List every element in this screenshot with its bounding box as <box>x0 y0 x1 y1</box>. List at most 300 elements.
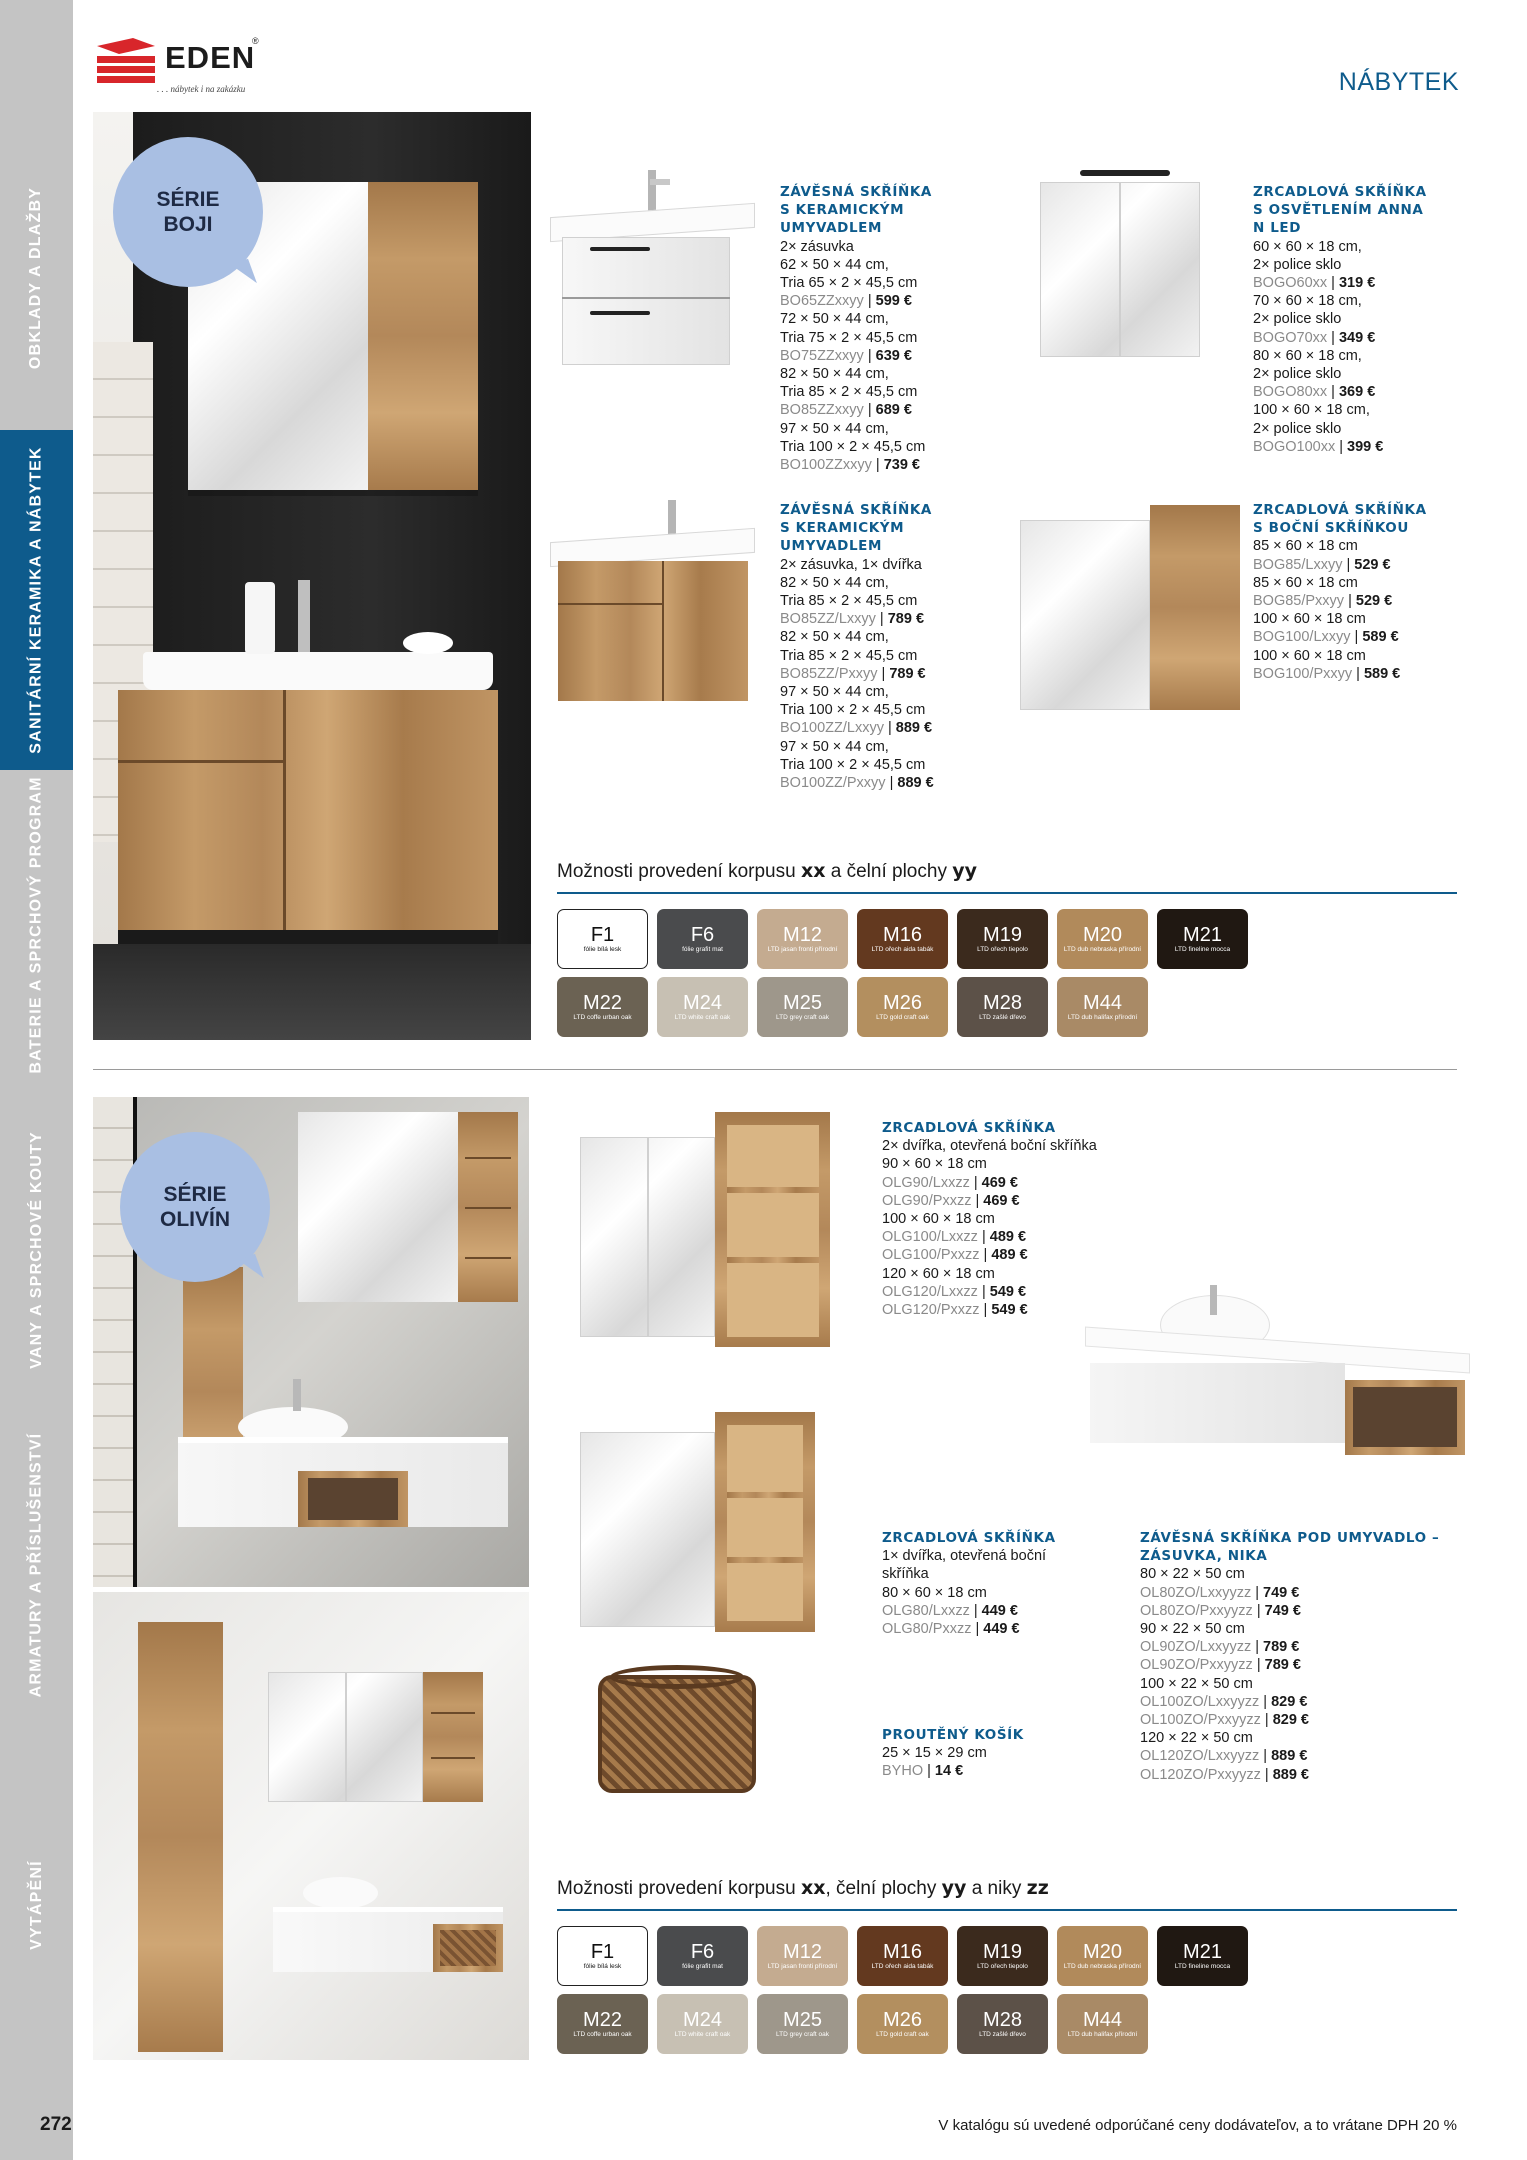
product-code-line <box>780 610 934 628</box>
product-price: 589 € <box>1363 665 1401 682</box>
finish-name: LTD ořech aida tabák <box>871 946 934 953</box>
product-code: BO75ZZxxyy <box>780 347 864 364</box>
separator: | <box>871 457 884 474</box>
product-code-line <box>1253 592 1427 610</box>
product-code: BO100ZZxxyy <box>780 457 872 474</box>
finish-swatch-m25 <box>757 1994 848 2054</box>
finish-swatch-m20 <box>1057 1926 1148 1986</box>
finish-code: M26 <box>883 992 922 1014</box>
separator: | <box>969 1602 982 1619</box>
product-spec: 80 × 22 × 50 cm <box>1140 1566 1245 1583</box>
product-code-line <box>1140 1711 1439 1729</box>
product-spec: 90 × 60 × 18 cm <box>882 1156 987 1173</box>
separator: | <box>863 347 876 364</box>
finish-swatch-m20 <box>1057 909 1148 969</box>
finish-code: M28 <box>983 2009 1022 2031</box>
product-spec: 90 × 22 × 50 cm <box>1140 1621 1245 1638</box>
finish-code: M21 <box>1183 924 1222 946</box>
finish-swatch-m26 <box>857 977 948 1037</box>
product-price: 469 € <box>983 1192 1020 1209</box>
product-spec: Tria 100 × 2 × 45,5 cm <box>780 438 926 455</box>
separator: | <box>1327 384 1339 401</box>
finish-code: M12 <box>783 1941 822 1963</box>
finish-name: LTD dub nebraska přírodní <box>1063 1963 1142 1970</box>
product-boji-vanity-2drawers-door <box>780 501 934 792</box>
product-spec: Tria 85 × 2 × 45,5 cm <box>780 593 918 610</box>
product-code: OLG90/Lxxzz <box>882 1174 970 1191</box>
product-spec: Tria 85 × 2 × 45,5 cm <box>780 647 918 664</box>
product-spec: 82 × 50 × 44 cm, <box>780 574 889 591</box>
product-code-line <box>1253 665 1427 683</box>
product-price: 549 € <box>991 1302 1028 1319</box>
separator: | <box>969 1174 982 1191</box>
product-price: 889 € <box>897 775 934 792</box>
product-code: BO65ZZxxyy <box>780 293 864 310</box>
finish-heading-text: a niky <box>966 1878 1027 1899</box>
product-spec: 82 × 50 × 44 cm, <box>780 366 889 383</box>
product-price: 889 € <box>1272 1766 1309 1783</box>
product-code-line <box>1253 274 1427 292</box>
product-code-line <box>780 401 932 419</box>
product-spec: 97 × 50 × 44 cm, <box>780 738 889 755</box>
finish-swatch-m19 <box>957 1926 1048 1986</box>
finish-code: F6 <box>690 1941 715 1963</box>
product-price: 829 € <box>1272 1712 1309 1729</box>
separator: | <box>1251 1639 1264 1656</box>
finish-code: M22 <box>583 992 622 1014</box>
separator: | <box>1260 1712 1273 1729</box>
finish-code: F6 <box>690 924 715 946</box>
product-title: PROUTĚNÝ KOŠÍK <box>882 1727 1024 1743</box>
finish-heading-olivin <box>557 1877 1049 1900</box>
product-code-line <box>1253 438 1427 456</box>
series-badge-label: SÉRIE OLIVÍN <box>159 1183 230 1231</box>
anna-led-mirror-image <box>1035 170 1210 360</box>
finish-code: M19 <box>983 924 1022 946</box>
product-code-line <box>780 665 934 683</box>
product-code-line <box>1253 383 1427 401</box>
product-spec-list <box>882 1744 1024 1780</box>
product-spec: 82 × 50 × 44 cm, <box>780 629 889 646</box>
product-code-line <box>1140 1766 1439 1784</box>
side-tab-vany[interactable] <box>0 1115 73 1385</box>
finish-name: LTD dub nebraska přírodní <box>1063 946 1142 953</box>
finish-name: LTD jasan fronti přírodní <box>767 1963 838 1970</box>
product-code-line <box>1140 1693 1439 1711</box>
separator: | <box>863 402 876 419</box>
product-spec: 2× police sklo <box>1253 311 1342 328</box>
finish-swatch-m21 <box>1157 1926 1248 1986</box>
finish-name: LTD grey craft oak <box>776 2031 829 2038</box>
product-price: 469 € <box>981 1174 1018 1191</box>
separator: | <box>1335 438 1348 455</box>
finish-code: M19 <box>983 1941 1022 1963</box>
finish-name: LTD jasan fronti přírodní <box>767 946 838 953</box>
finish-name: LTD coffe urban oak <box>573 1014 632 1021</box>
finish-code: M16 <box>883 1941 922 1963</box>
product-code: BOGO60xx <box>1253 275 1328 292</box>
separator: | <box>883 720 896 737</box>
product-spec: 62 × 50 × 44 cm, <box>780 256 889 273</box>
product-price: 749 € <box>1264 1602 1301 1619</box>
product-code: BOG85/Lxxyy <box>1253 556 1343 573</box>
finish-swatch-m22 <box>557 977 648 1037</box>
finish-name: fólie grafit mat <box>682 1963 723 1970</box>
product-spec-list <box>780 556 934 793</box>
footer-price-note: V katalógu sú uvedené odporúčané ceny dodávateľov, a to vrátane DPH 20 % <box>938 2117 1457 2134</box>
finish-code-xx: xx <box>800 860 826 882</box>
product-code-line <box>780 347 932 365</box>
finish-code: M16 <box>883 924 922 946</box>
product-price: 449 € <box>983 1621 1020 1638</box>
product-spec: 25 × 15 × 29 cm <box>882 1745 987 1762</box>
separator: | <box>1260 1766 1273 1783</box>
product-ol-vanity-niche <box>1140 1529 1439 1784</box>
finish-heading-boji <box>557 860 977 883</box>
product-code: OL120ZO/Lxxyyzz <box>1140 1748 1260 1765</box>
separator: | <box>877 665 890 682</box>
side-tab-label: SANITÁRNÍ KERAMIKA A NÁBYTEK <box>27 446 45 754</box>
side-tab-sanitarni-keramika[interactable] <box>0 430 73 770</box>
product-code: BO85ZZ/Pxxyy <box>780 665 878 682</box>
wicker-basket-image <box>590 1665 765 1800</box>
product-code-line <box>1140 1584 1439 1602</box>
product-price: 449 € <box>981 1602 1018 1619</box>
product-spec: 80 × 60 × 18 cm, <box>1253 347 1362 364</box>
product-code-line <box>882 1602 1056 1620</box>
finish-name: LTD gold craft oak <box>876 2031 929 2038</box>
side-tab-label: ARMATURY A PŘÍSLUŠENSTVÍ <box>27 1432 45 1698</box>
finish-swatch-m24 <box>657 1994 748 2054</box>
separator: | <box>863 293 876 310</box>
section-title: NÁBYTEK <box>1338 68 1459 96</box>
product-code: OLG100/Pxxzz <box>882 1247 980 1264</box>
finish-swatch-f6 <box>657 1926 748 1986</box>
product-price: 789 € <box>887 611 925 628</box>
product-code-line <box>882 1174 1097 1192</box>
product-spec: 60 × 60 × 18 cm, <box>1253 238 1362 255</box>
finish-swatch-m21 <box>1157 909 1248 969</box>
product-code-line <box>882 1192 1097 1210</box>
product-price: 739 € <box>883 457 920 474</box>
product-price: 369 € <box>1338 384 1376 401</box>
boji-vanity-wood-image <box>550 495 755 710</box>
product-code: BO100ZZ/Pxxyy <box>780 775 886 792</box>
finish-name: LTD grey craft oak <box>776 1014 829 1021</box>
olg-mirror-cabinet-image <box>575 1107 835 1352</box>
product-code-line <box>780 456 932 474</box>
finish-code: M44 <box>1083 992 1122 1014</box>
product-price: 529 € <box>1355 593 1393 610</box>
separator: | <box>875 611 888 628</box>
product-price: 14 € <box>934 1763 964 1780</box>
finish-code: M20 <box>1083 924 1122 946</box>
product-price: 889 € <box>895 720 933 737</box>
product-spec: 70 × 60 × 18 cm, <box>1253 293 1362 310</box>
product-title: ZRCADLOVÁ SKŘÍŇKA S BOČNÍ SKŘÍŇKOU <box>1253 502 1427 537</box>
product-spec: 97 × 50 × 44 cm, <box>780 684 889 701</box>
finish-swatch-m24 <box>657 977 748 1037</box>
finish-heading-text: a čelní plochy <box>825 861 953 882</box>
product-spec: 85 × 60 × 18 cm <box>1253 538 1358 555</box>
product-spec: 97 × 50 × 44 cm, <box>780 420 889 437</box>
product-code-line <box>1140 1656 1439 1674</box>
side-tab-baterie[interactable] <box>0 775 73 1075</box>
product-code: OLG80/Lxxzz <box>882 1602 970 1619</box>
product-spec: 100 × 60 × 18 cm <box>1253 647 1366 664</box>
product-spec: Tria 75 × 2 × 45,5 cm <box>780 329 918 346</box>
finish-rule <box>557 1909 1457 1911</box>
product-spec: 2× police sklo <box>1253 366 1342 383</box>
separator: | <box>971 1192 984 1209</box>
separator: | <box>1252 1602 1265 1619</box>
finish-swatch-m12 <box>757 909 848 969</box>
product-spec-list <box>1253 238 1427 456</box>
finish-heading-text: , čelní plochy <box>825 1878 942 1899</box>
product-spec: 100 × 60 × 18 cm, <box>1253 402 1370 419</box>
boji-vanity-white-image <box>550 165 755 365</box>
product-code: OL100ZO/Lxxyyzz <box>1140 1693 1260 1710</box>
product-code-line <box>882 1246 1097 1264</box>
product-code: OLG90/Pxxzz <box>882 1192 972 1209</box>
product-boji-vanity-2drawers <box>780 183 932 474</box>
product-price: 599 € <box>875 293 912 310</box>
product-spec: skříňka <box>882 1566 929 1583</box>
product-spec: Tria 100 × 2 × 45,5 cm <box>780 702 926 719</box>
product-price: 349 € <box>1338 329 1376 346</box>
eden-logo-icon <box>93 36 159 92</box>
product-spec: 2× dvířka, otevřená boční skříňka <box>882 1138 1097 1155</box>
finish-name: LTD zašlé dřevo <box>979 2031 1026 2038</box>
product-spec: 2× police sklo <box>1253 256 1342 273</box>
finish-code: M28 <box>983 992 1022 1014</box>
separator: | <box>1350 629 1363 646</box>
product-price: 749 € <box>1263 1584 1300 1601</box>
product-code: BO85ZZxxyy <box>780 402 864 419</box>
product-code-line <box>882 1301 1097 1319</box>
product-code: BOG85/Pxxyy <box>1253 593 1345 610</box>
finish-name: fólie grafit mat <box>682 946 723 953</box>
product-code-line <box>882 1620 1056 1638</box>
finish-code: M20 <box>1083 1941 1122 1963</box>
product-price: 489 € <box>991 1247 1028 1264</box>
side-tab-label: OBKLADY A DLAŽBY <box>27 186 45 369</box>
finish-name: LTD fineline mocca <box>1174 1963 1231 1970</box>
eden-logo <box>93 34 273 96</box>
product-olg80-mirror-cabinet <box>882 1529 1056 1638</box>
finish-swatch-f6 <box>657 909 748 969</box>
product-price: 529 € <box>1354 556 1391 573</box>
product-code: OL90ZO/Pxxyyzz <box>1140 1657 1253 1674</box>
product-code-line <box>780 774 934 792</box>
separator: | <box>979 1247 992 1264</box>
separator: | <box>971 1621 984 1638</box>
product-code: OL120ZO/Pxxyyzz <box>1140 1766 1261 1783</box>
finish-swatch-f1 <box>557 909 648 969</box>
product-spec: Tria 65 × 2 × 45,5 cm <box>780 275 918 292</box>
product-code: OL90ZO/Lxxyyzz <box>1140 1639 1252 1656</box>
separator: | <box>1352 665 1364 682</box>
finish-swatch-f1 <box>557 1926 648 1986</box>
product-spec: Tria 100 × 2 × 45,5 cm <box>780 756 926 773</box>
series-badge-olivin <box>120 1132 270 1282</box>
product-price: 689 € <box>875 402 912 419</box>
product-title: ZÁVĚSNÁ SKŘÍŇKA S KERAMICKÝM UMYVADLEM <box>780 184 932 237</box>
series-badge-boji <box>113 137 263 287</box>
product-code-line <box>1140 1747 1439 1765</box>
eden-logo-tagline: . . . nábytek i na zakázku <box>157 84 246 94</box>
finish-code: F1 <box>590 924 615 946</box>
separator: | <box>923 1763 935 1780</box>
product-code: BOG100/Pxxyy <box>1253 665 1353 682</box>
finish-code: M44 <box>1083 2009 1122 2031</box>
separator: | <box>1259 1693 1272 1710</box>
finish-swatch-m44 <box>1057 977 1148 1037</box>
olg-mirror-cabinet-small-image <box>575 1407 835 1637</box>
product-price: 789 € <box>1263 1639 1300 1656</box>
product-title: ZÁVĚSNÁ SKŘÍŇKA S KERAMICKÝM UMYVADLEM <box>780 502 932 555</box>
side-navigation <box>0 0 73 2160</box>
series-badge-label: SÉRIE BOJI <box>156 188 220 236</box>
side-tab-vytapeni[interactable] <box>0 1830 73 1980</box>
product-code: OLG80/Pxxzz <box>882 1621 972 1638</box>
finish-name: LTD ořech tiepolo <box>977 946 1028 953</box>
separator: | <box>1342 556 1355 573</box>
product-code: OL80ZO/Pxxyyzz <box>1140 1602 1253 1619</box>
product-code: BO100ZZ/Lxxyy <box>780 720 884 737</box>
finish-name: LTD zašlé dřevo <box>979 1014 1026 1021</box>
product-code-line <box>882 1228 1097 1246</box>
finish-code: M25 <box>783 992 822 1014</box>
product-spec: 2× police sklo <box>1253 420 1342 437</box>
product-code: OL100ZO/Pxxyyzz <box>1140 1712 1261 1729</box>
product-spec: 80 × 60 × 18 cm <box>882 1584 987 1601</box>
product-code: BOG100/Lxxyy <box>1253 629 1351 646</box>
separator: | <box>979 1302 992 1319</box>
finish-swatch-m22 <box>557 1994 648 2054</box>
product-spec: 2× zásuvka, 1× dvířka <box>780 556 922 573</box>
product-anna-led-mirror <box>1253 183 1427 456</box>
product-price: 549 € <box>989 1283 1027 1300</box>
finish-rule <box>557 892 1457 894</box>
separator: | <box>1327 275 1339 292</box>
registered-mark: ® <box>252 36 259 46</box>
side-tab-armatury[interactable] <box>0 1410 73 1720</box>
finish-swatch-m16 <box>857 909 948 969</box>
product-code: BOGO70xx <box>1253 329 1328 346</box>
page-number: 272 <box>40 2114 72 2135</box>
finish-code: M25 <box>783 2009 822 2031</box>
finish-swatch-m26 <box>857 1994 948 2054</box>
finish-name: LTD white craft oak <box>674 2031 731 2038</box>
finish-swatch-m16 <box>857 1926 948 1986</box>
product-price: 789 € <box>1264 1657 1301 1674</box>
product-code-line <box>1253 628 1427 646</box>
separator: | <box>1251 1584 1264 1601</box>
product-price: 789 € <box>889 665 926 682</box>
product-code-line <box>1253 329 1427 347</box>
product-mirror-side-cabinet <box>1253 501 1427 683</box>
finish-name: LTD dub halifax přírodní <box>1067 1014 1138 1021</box>
finish-name: LTD dub halifax přírodní <box>1067 2031 1138 2038</box>
separator: | <box>977 1229 990 1246</box>
product-price: 589 € <box>1362 629 1399 646</box>
product-code: OLG100/Lxxzz <box>882 1229 978 1246</box>
product-spec: 72 × 50 × 44 cm, <box>780 311 889 328</box>
finish-code: M26 <box>883 2009 922 2031</box>
product-code: OLG120/Lxxzz <box>882 1283 978 1300</box>
ol-vanity-niche-image <box>1085 1285 1470 1470</box>
finish-code: M24 <box>683 2009 722 2031</box>
product-title: ZRCADLOVÁ SKŘÍŇKA <box>882 1530 1056 1546</box>
finish-swatch-m28 <box>957 1994 1048 2054</box>
finish-code-zz: zz <box>1026 1877 1049 1899</box>
separator: | <box>885 775 898 792</box>
product-price: 829 € <box>1271 1693 1308 1710</box>
product-spec-list <box>1140 1565 1439 1783</box>
side-tab-obklady[interactable] <box>0 140 73 415</box>
product-code-line <box>882 1283 1097 1301</box>
product-wicker-basket <box>882 1726 1024 1781</box>
finish-name: LTD gold craft oak <box>876 1014 929 1021</box>
finish-code-yy: yy <box>952 860 978 882</box>
finish-name: LTD ořech tiepolo <box>977 1963 1028 1970</box>
finish-heading-text: Možnosti provedení korpusu <box>557 861 801 882</box>
separator: | <box>1327 329 1339 346</box>
product-code-line <box>1140 1602 1439 1620</box>
finish-code: M12 <box>783 924 822 946</box>
separator: | <box>1344 593 1356 610</box>
product-price: 319 € <box>1338 275 1376 292</box>
product-code: BOGO100xx <box>1253 438 1336 455</box>
product-spec: 100 × 60 × 18 cm <box>1253 611 1366 628</box>
finish-code: M21 <box>1183 1941 1222 1963</box>
product-code-line <box>780 292 932 310</box>
product-spec: 120 × 60 × 18 cm <box>882 1265 995 1282</box>
finish-swatch-m44 <box>1057 1994 1148 2054</box>
product-price: 399 € <box>1347 438 1384 455</box>
product-olg-mirror-cabinet <box>882 1119 1097 1319</box>
product-title: ZÁVĚSNÁ SKŘÍŇKA POD UMYVADLO – ZÁSUVKA, NIKA <box>1140 1530 1440 1565</box>
product-spec: 100 × 60 × 18 cm <box>882 1211 995 1228</box>
finish-name: LTD coffe urban oak <box>573 2031 632 2038</box>
separator: | <box>1252 1657 1265 1674</box>
product-spec: 85 × 60 × 18 cm <box>1253 574 1358 591</box>
product-spec: 120 × 22 × 50 cm <box>1140 1730 1253 1747</box>
product-code: OLG120/Pxxzz <box>882 1302 980 1319</box>
product-title: ZRCADLOVÁ SKŘÍŇKA <box>882 1120 1056 1136</box>
separator: | <box>977 1283 990 1300</box>
product-code: BYHO <box>882 1763 924 1780</box>
separator: | <box>1259 1748 1272 1765</box>
product-price: 639 € <box>875 347 912 364</box>
eden-logo-name: EDEN <box>165 40 256 75</box>
product-spec-list <box>780 238 932 475</box>
finish-name: fólie bílá lesk <box>583 1963 622 1970</box>
side-tab-label: VYTÁPĚNÍ <box>27 1860 45 1950</box>
product-code-line <box>1140 1638 1439 1656</box>
mirror-side-cabinet-image <box>1015 500 1245 715</box>
finish-name: fólie bílá lesk <box>583 946 622 953</box>
product-spec: 1× dvířka, otevřená boční <box>882 1548 1047 1565</box>
section-divider <box>93 1069 1457 1070</box>
product-spec-list <box>882 1137 1097 1319</box>
finish-heading-text: Možnosti provedení korpusu <box>557 1878 801 1899</box>
product-spec: 2× zásuvka <box>780 238 854 255</box>
finish-swatch-m19 <box>957 909 1048 969</box>
finish-swatch-m25 <box>757 977 848 1037</box>
finish-swatch-m28 <box>957 977 1048 1037</box>
